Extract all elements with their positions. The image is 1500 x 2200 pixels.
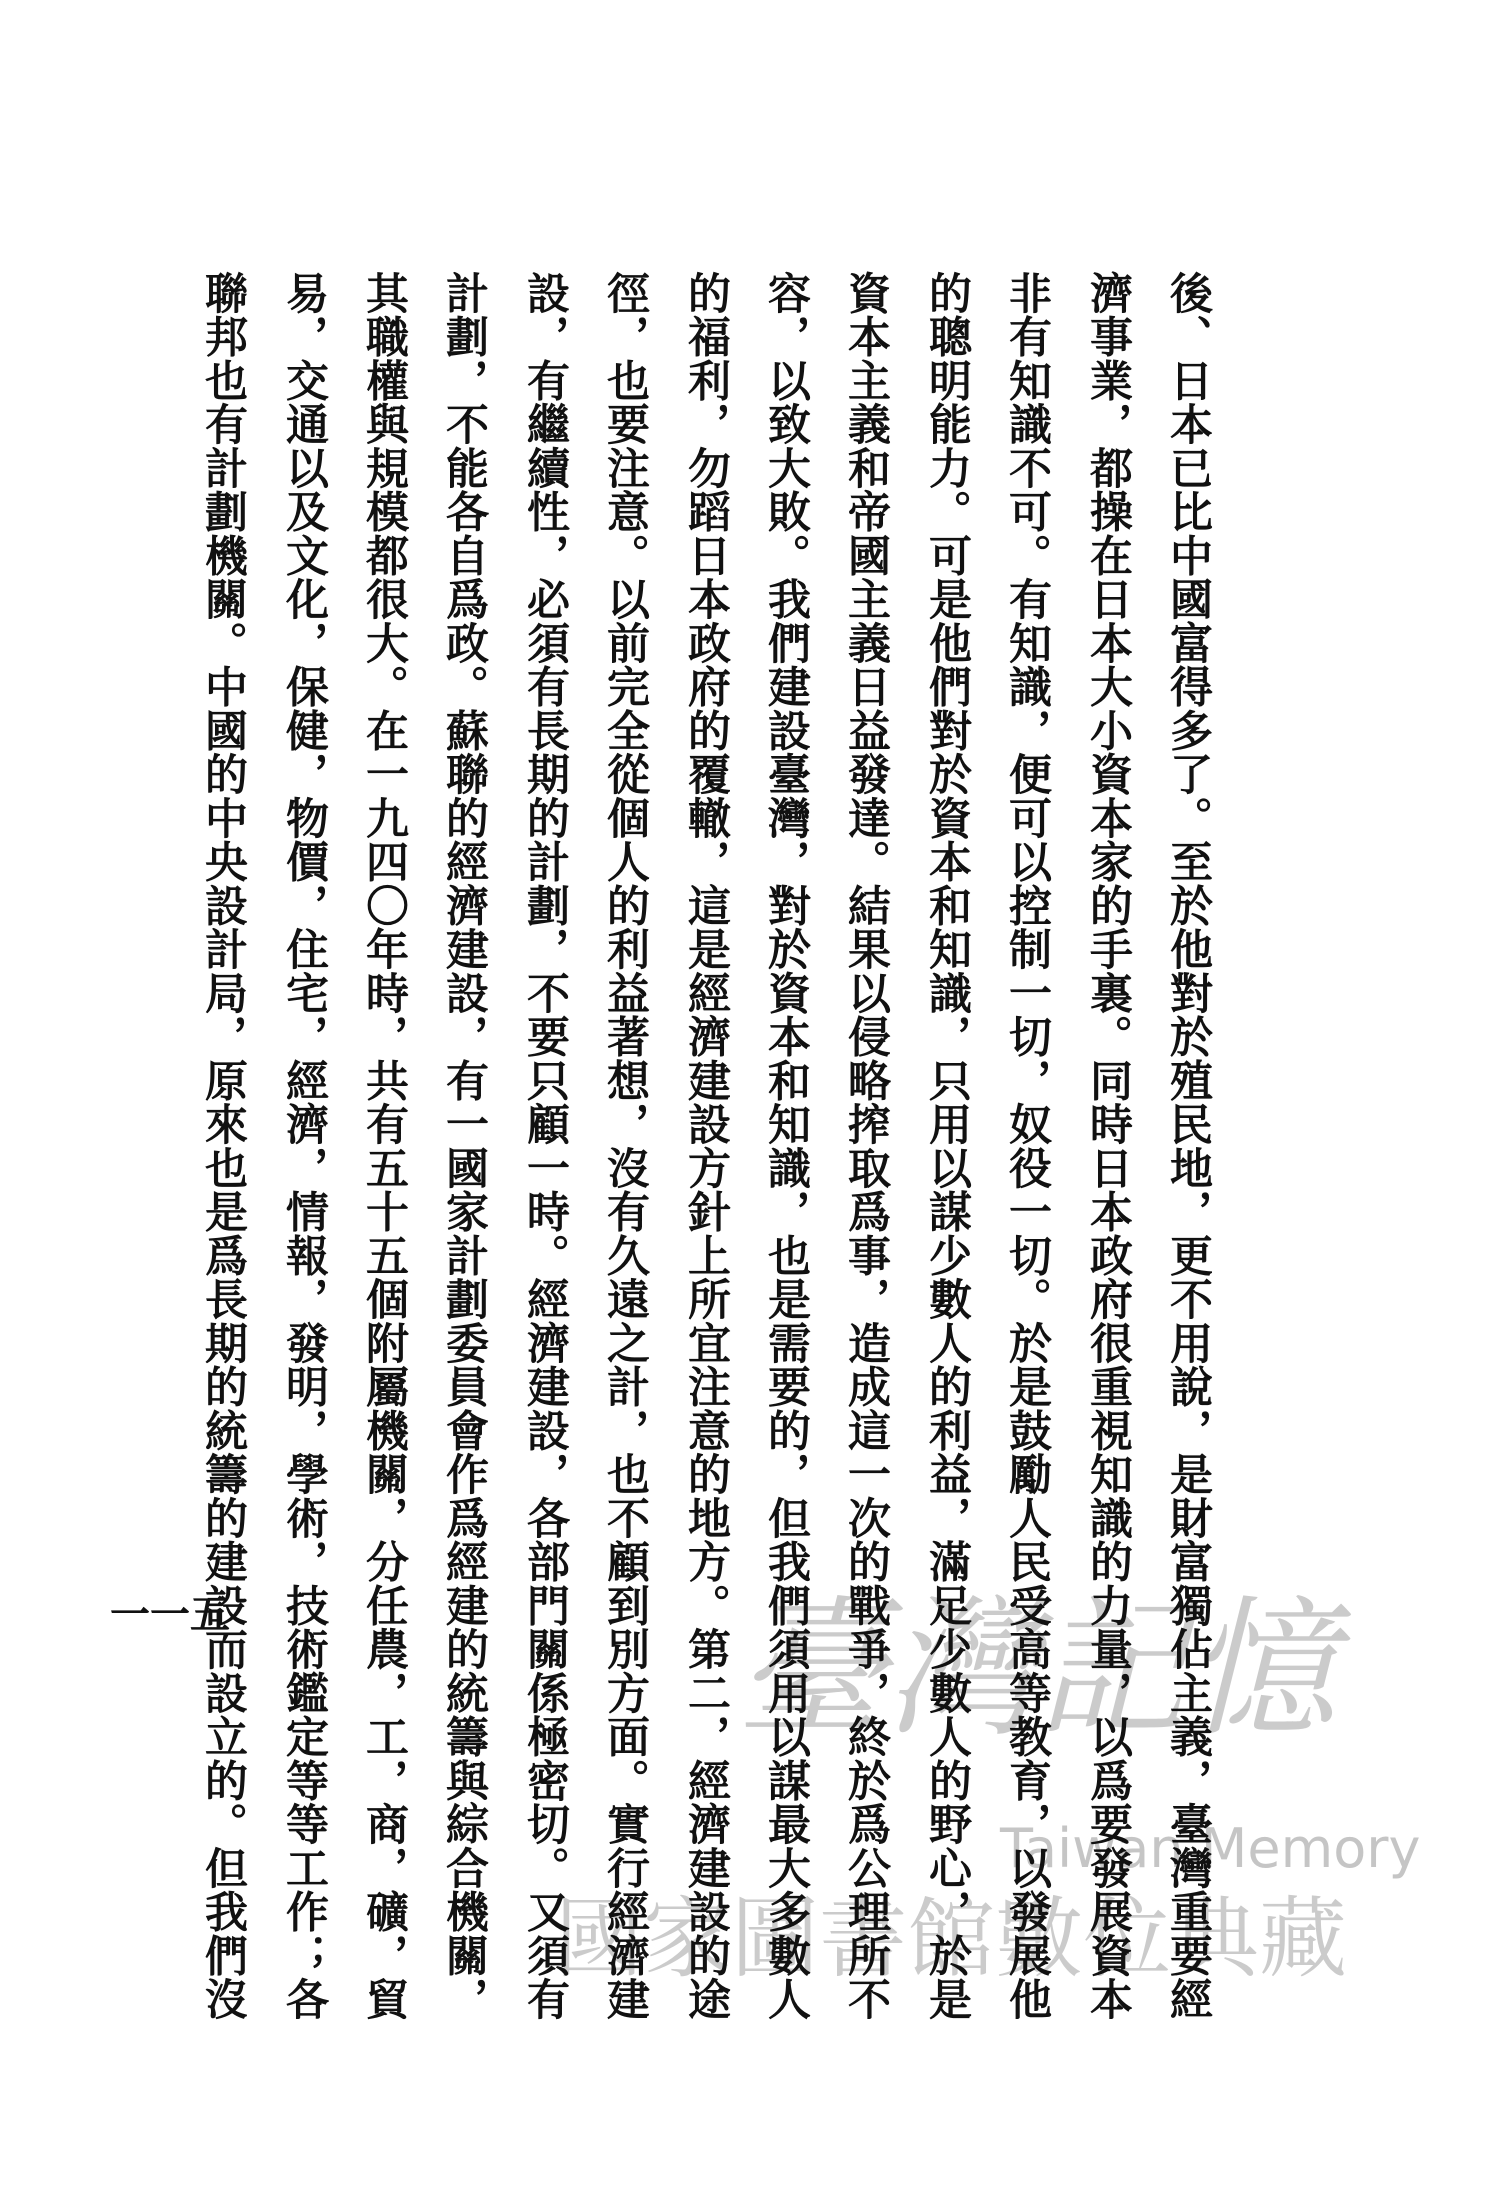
text-column-13: 聯邦也有計劃機關。中國的中央設計局，原來也是爲長期的統籌的建設而設立的。但我們沒 [198,271,248,2021]
watermark-english-text: Taiwan Memory [1000,1817,1421,1880]
text-column-6: 容，以致大敗。我們建設臺灣，對於資本和知識，也是需要的，但我們須用以謀最大多數人 [761,271,811,2021]
text-column-1: 後、日本已比中國富得多了。至於他對於殖民地，更不用說，是財富獨佔主義，臺灣重要經 [1163,271,1213,2021]
text-column-8: 徑，也要注意。以前完全從個人的利益著想，沒有久遠之計，也不顧到別方面。實行經濟建 [600,271,650,2021]
watermark-institution-text: 國家圖書館數位典藏 [555,1887,1348,1990]
text-column-2: 濟事業，都操在日本大小資本家的手裏。同時日本政府很重視知識的力量，以爲要發展資本 [1083,271,1133,2021]
text-column-4: 的聰明能力。可是他們對於資本和知識，只用以謀少數人的利益，滿足少數人的野心，於是 [922,271,972,2021]
text-column-7: 的福利，勿蹈日本政府的覆轍，這是經濟建設方針上所宜注意的地方。第二，經濟建設的途 [681,271,731,2021]
text-column-5: 資本主義和帝國主義日益發達。結果以侵略搾取爲事，造成這一次的戰爭，終於爲公理所不 [841,271,891,2021]
text-column-11: 其職權與規模都很大。在一九四〇年時，共有五十五個附屬機關，分任農，工，商，礦，貿 [359,271,409,2021]
text-column-10: 計劃，不能各自爲政。蘇聯的經濟建設，有一國家計劃委員會作爲經建的統籌與綜合機關， [439,271,489,2021]
text-column-12: 易，交通以及文化，保健，物價，住宅，經濟，情報，發明，學術，技術鑑定等等工作；各 [279,271,329,2021]
page-number: 一一五 [110,1591,230,1638]
text-column-3: 非有知識不可。有知識，便可以控制一切，奴役一切。於是鼓勵人民受高等教育，以發展他 [1002,271,1052,2021]
watermark-logo-text: 臺灣記憶 [736,1583,1337,1757]
text-column-9: 設，有繼續性，必須有長期的計劃，不要只顧一時。經濟建設，各部門關係極密切。又須有 [520,271,570,2021]
